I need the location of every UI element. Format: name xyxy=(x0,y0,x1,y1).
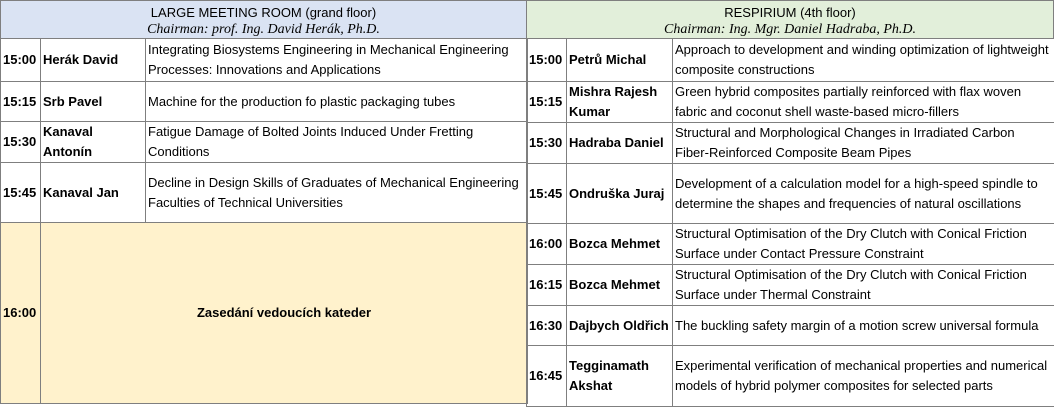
session-time: 15:30 xyxy=(527,123,567,164)
table-row xyxy=(1,122,528,163)
session-time: 15:15 xyxy=(527,82,567,123)
left-room-header xyxy=(0,0,527,39)
meeting-title: Zasedání vedoucích kateder xyxy=(41,223,528,404)
table-row xyxy=(527,164,1054,224)
speaker-name: Bozca Mehmet xyxy=(567,265,673,306)
talk-title: Experimental verification of mechanical properties and numerical models of hybrid polymer composites for selected parts xyxy=(673,346,1054,407)
right-room-title: RESPIRIUM (4th floor) xyxy=(527,4,1053,21)
session-time: 15:45 xyxy=(1,163,41,223)
speaker-name: Ondruška Juraj xyxy=(567,164,673,224)
left-room-title: LARGE MEETING ROOM (grand floor) xyxy=(1,4,526,21)
speaker-name: Dajbych Oldřich xyxy=(567,306,673,346)
talk-title: Integrating Biosystems Engineering in Mechanical Engineering Processes: Innovations and Applications xyxy=(146,39,528,82)
speaker-name: Kanaval Jan xyxy=(41,163,146,223)
left-room-chairman: Chairman: prof. Ing. David Herák, Ph.D. xyxy=(1,21,526,38)
speaker-name: Srb Pavel xyxy=(41,82,146,122)
session-time: 16:00 xyxy=(527,224,567,265)
talk-title: Approach to development and winding optimization of lightweight composite constructions xyxy=(673,39,1054,82)
session-time: 15:15 xyxy=(1,82,41,122)
table-row xyxy=(527,265,1054,306)
right-schedule-table xyxy=(526,38,1054,407)
speaker-name: Kanaval Antonín xyxy=(41,122,146,163)
talk-title: Structural Optimisation of the Dry Clutch with Conical Friction Surface under Contact Pressure Constraint xyxy=(673,224,1054,265)
talk-title: Machine for the production fo plastic packaging tubes xyxy=(146,82,528,122)
meeting-time: 16:00 xyxy=(1,223,41,404)
talk-title: Structural Optimisation of the Dry Clutch with Conical Friction Surface under Thermal Constraint xyxy=(673,265,1054,306)
meeting-row xyxy=(1,223,528,404)
talk-title: Development of a calculation model for a high-speed spindle to determine the shapes and frequencies of natural oscillations xyxy=(673,164,1054,224)
session-time: 15:45 xyxy=(527,164,567,224)
table-row xyxy=(1,163,528,223)
speaker-name: Herák David xyxy=(41,39,146,82)
speaker-name: Mishra Rajesh Kumar xyxy=(567,82,673,123)
session-time: 15:30 xyxy=(1,122,41,163)
speaker-name: Hadraba Daniel xyxy=(567,123,673,164)
right-room-header xyxy=(526,0,1054,39)
table-row xyxy=(527,82,1054,123)
table-row xyxy=(1,39,528,82)
talk-title: Fatigue Damage of Bolted Joints Induced Under Fretting Conditions xyxy=(146,122,528,163)
session-time: 16:15 xyxy=(527,265,567,306)
speaker-name: Tegginamath Akshat xyxy=(567,346,673,407)
talk-title: Decline in Design Skills of Graduates of Mechanical Engineering Faculties of Technical Universities xyxy=(146,163,528,223)
table-row xyxy=(527,306,1054,346)
talk-title: The buckling safety margin of a motion screw universal formula xyxy=(673,306,1054,346)
speaker-name: Petrů Michal xyxy=(567,39,673,82)
session-time: 16:45 xyxy=(527,346,567,407)
table-row xyxy=(527,123,1054,164)
speaker-name: Bozca Mehmet xyxy=(567,224,673,265)
talk-title: Structural and Morphological Changes in Irradiated Carbon Fiber-Reinforced Composite Beam Pipes xyxy=(673,123,1054,164)
right-room-chairman: Chairman: Ing. Mgr. Daniel Hadraba, Ph.D. xyxy=(527,21,1053,38)
session-time: 16:30 xyxy=(527,306,567,346)
left-schedule-table xyxy=(0,38,528,404)
table-row xyxy=(527,39,1054,82)
session-time: 15:00 xyxy=(1,39,41,82)
table-row xyxy=(527,346,1054,407)
talk-title: Green hybrid composites partially reinforced with flax woven fabric and coconut shell waste-based micro-fillers xyxy=(673,82,1054,123)
table-row xyxy=(527,224,1054,265)
table-row xyxy=(1,82,528,122)
session-time: 15:00 xyxy=(527,39,567,82)
